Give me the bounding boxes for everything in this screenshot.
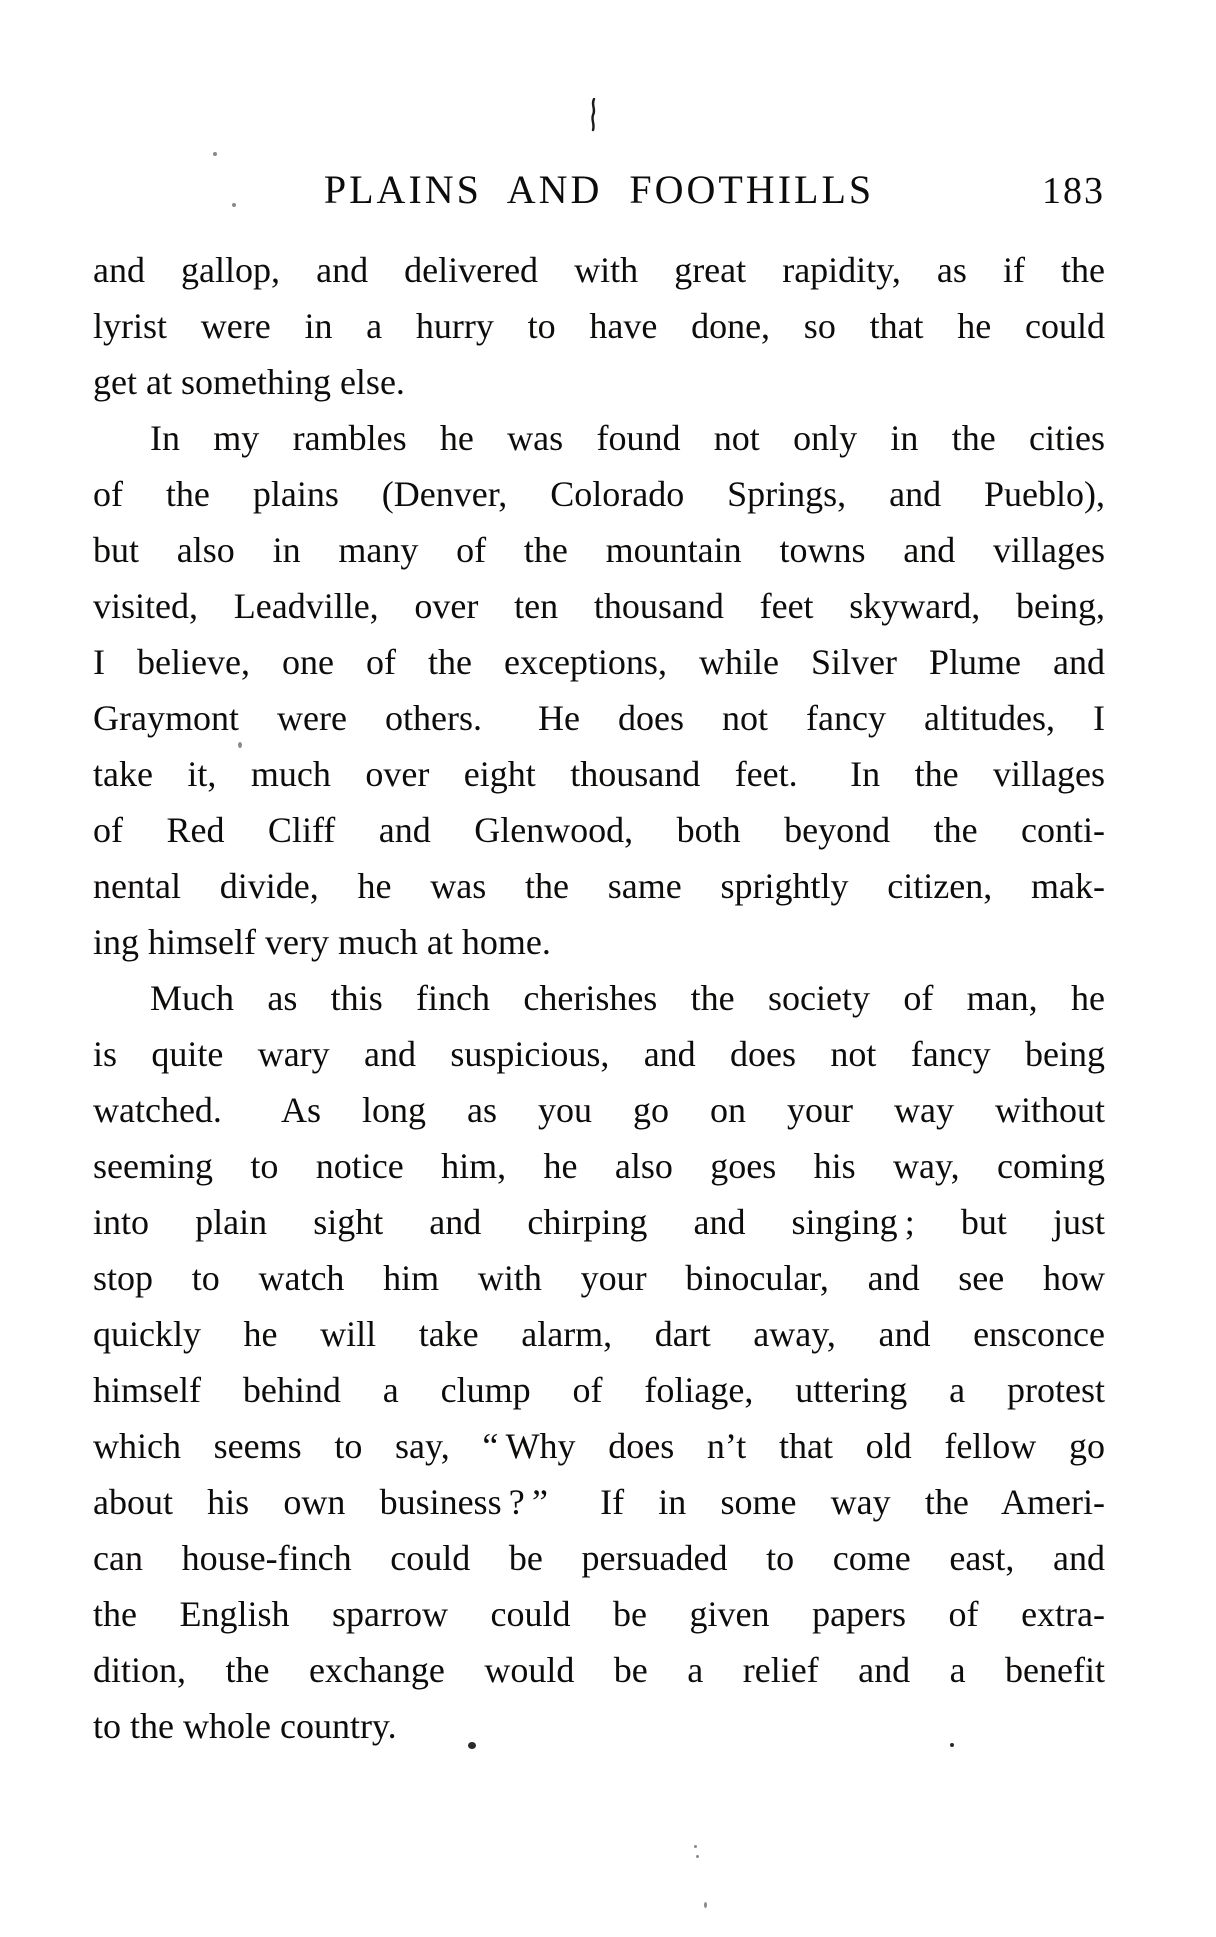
page-body bbox=[93, 242, 1105, 1754]
page-number: 183 bbox=[1042, 170, 1105, 212]
text-line: about his own business ? ” If in some way the Ameri- bbox=[93, 1482, 1105, 1522]
text-line: of Red Cliff and Glenwood, both beyond the conti- bbox=[93, 810, 1105, 850]
text-line: himself behind a clump of foliage, uttering a protest bbox=[93, 1370, 1105, 1410]
scan-squiggle-mark bbox=[586, 98, 600, 132]
text-line: lyrist were in a hurry to have done, so that he could bbox=[93, 306, 1105, 346]
text-line: Much as this finch cherishes the society of man, he bbox=[150, 978, 1105, 1018]
scan-speck bbox=[704, 1902, 707, 1908]
text-line: ing himself very much at home. bbox=[93, 922, 551, 962]
text-line: visited, Leadville, over ten thousand feet skyward, being, bbox=[93, 586, 1105, 626]
text-line: into plain sight and chirping and singing ; but just bbox=[93, 1202, 1105, 1242]
text-line: I believe, one of the exceptions, while Silver Plume and bbox=[93, 642, 1105, 682]
text-line: quickly he will take alarm, dart away, and ensconce bbox=[93, 1314, 1105, 1354]
scan-speck bbox=[213, 152, 217, 156]
text-line: but also in many of the mountain towns and villages bbox=[93, 530, 1105, 570]
text-line: and gallop, and delivered with great rapidity, as if the bbox=[93, 250, 1105, 290]
text-line: which seems to say, “ Why does n’t that old fellow go bbox=[93, 1426, 1105, 1466]
text-line: In my rambles he was found not only in the cities bbox=[150, 418, 1105, 458]
text-line: nental divide, he was the same sprightly citizen, mak- bbox=[93, 866, 1105, 906]
text-line: can house-finch could be persuaded to come east, and bbox=[93, 1538, 1105, 1578]
text-line: Graymont were others. He does not fancy altitudes, I bbox=[93, 698, 1105, 738]
text-line: to the whole country. bbox=[93, 1706, 397, 1746]
text-line: take it, much over eight thousand feet. In the villages bbox=[93, 754, 1105, 794]
text-line: dition, the exchange would be a relief and a benefit bbox=[93, 1650, 1105, 1690]
page-header bbox=[93, 166, 1105, 210]
text-line: get at something else. bbox=[93, 362, 405, 402]
scan-speck bbox=[696, 1855, 699, 1858]
text-line: of the plains (Denver, Colorado Springs, and Pueblo), bbox=[93, 474, 1105, 514]
text-line: watched. As long as you go on your way without bbox=[93, 1090, 1105, 1130]
text-line: seeming to notice him, he also goes his way, coming bbox=[93, 1146, 1105, 1186]
text-line: is quite wary and suspicious, and does not fancy being bbox=[93, 1034, 1105, 1074]
text-line: stop to watch him with your binocular, and see how bbox=[93, 1258, 1105, 1298]
running-head: PLAINS AND FOOTHILLS bbox=[323, 167, 875, 212]
scan-speck bbox=[694, 1845, 697, 1848]
text-line: the English sparrow could be given papers of extra- bbox=[93, 1594, 1105, 1634]
